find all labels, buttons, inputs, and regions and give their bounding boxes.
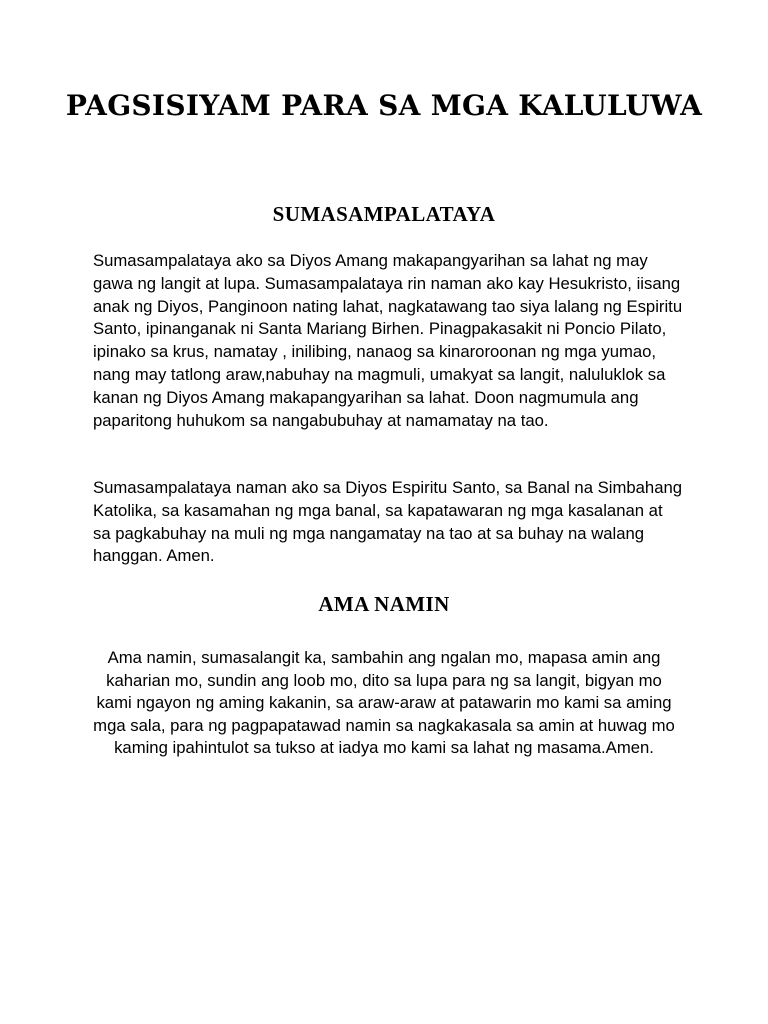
creed-paragraph-1: Sumasampalataya ako sa Diyos Amang makapangyarihan sa lahat ng may gawa ng langit at lupa. Sumasampalataya rin naman ako kay Hesukristo, iisang anak ng Diyos, Panginoon nating lahat, nagkatawang tao siya lalang ng Espiritu Santo, ipinanganak ni Santa Mariang Birhen. Pinagpakasakit ni Poncio Pilato, ipinako sa krus, namatay , inilibing, nanaog sa kinaroroonan ng mga yumao, nang may tatlong araw,nabuhay na magmuli, umakyat sa langit, naluluklok sa kanan ng Diyos Amang makapangyarihan sa lahat. Doon nagmumula ang paparitong huhukom sa nangabubuhay at namamatay na tao. <box>93 251 683 430</box>
section-heading-sumasampalataya: SUMASAMPALATAYA <box>272 202 496 226</box>
creed-paragraph-2: Sumasampalataya naman ako sa Diyos Espiritu Santo, sa Banal na Simbahang Katolika, sa kasamahan ng mga banal, sa kapatawaran ng mga kasalanan at sa pagkabuhay na muli ng mga nangamatay na tao at sa buhay na walang hanggan. Amen. <box>93 478 683 566</box>
document-title: PAGSISIYAM PARA SA MGA KALULUWA <box>65 89 703 122</box>
section-heading-ama-namin: AMA NAMIN <box>318 592 450 616</box>
prayer-paragraph: Ama namin, sumasalangit ka, sambahin ang ngalan mo, mapasa amin ang kaharian mo, sundin ang loob mo, dito sa lupa para ng sa langit, bigyan mo kami ngayon ng aming kakanin, sa araw-araw at patawarin mo kami sa aming mga sala, para ng pagpapatawad namin sa nagkakasala sa amin at huwag mo kaming ipahintulot sa tukso at iadya mo kami sa lahat ng masama.Amen. <box>93 648 675 758</box>
